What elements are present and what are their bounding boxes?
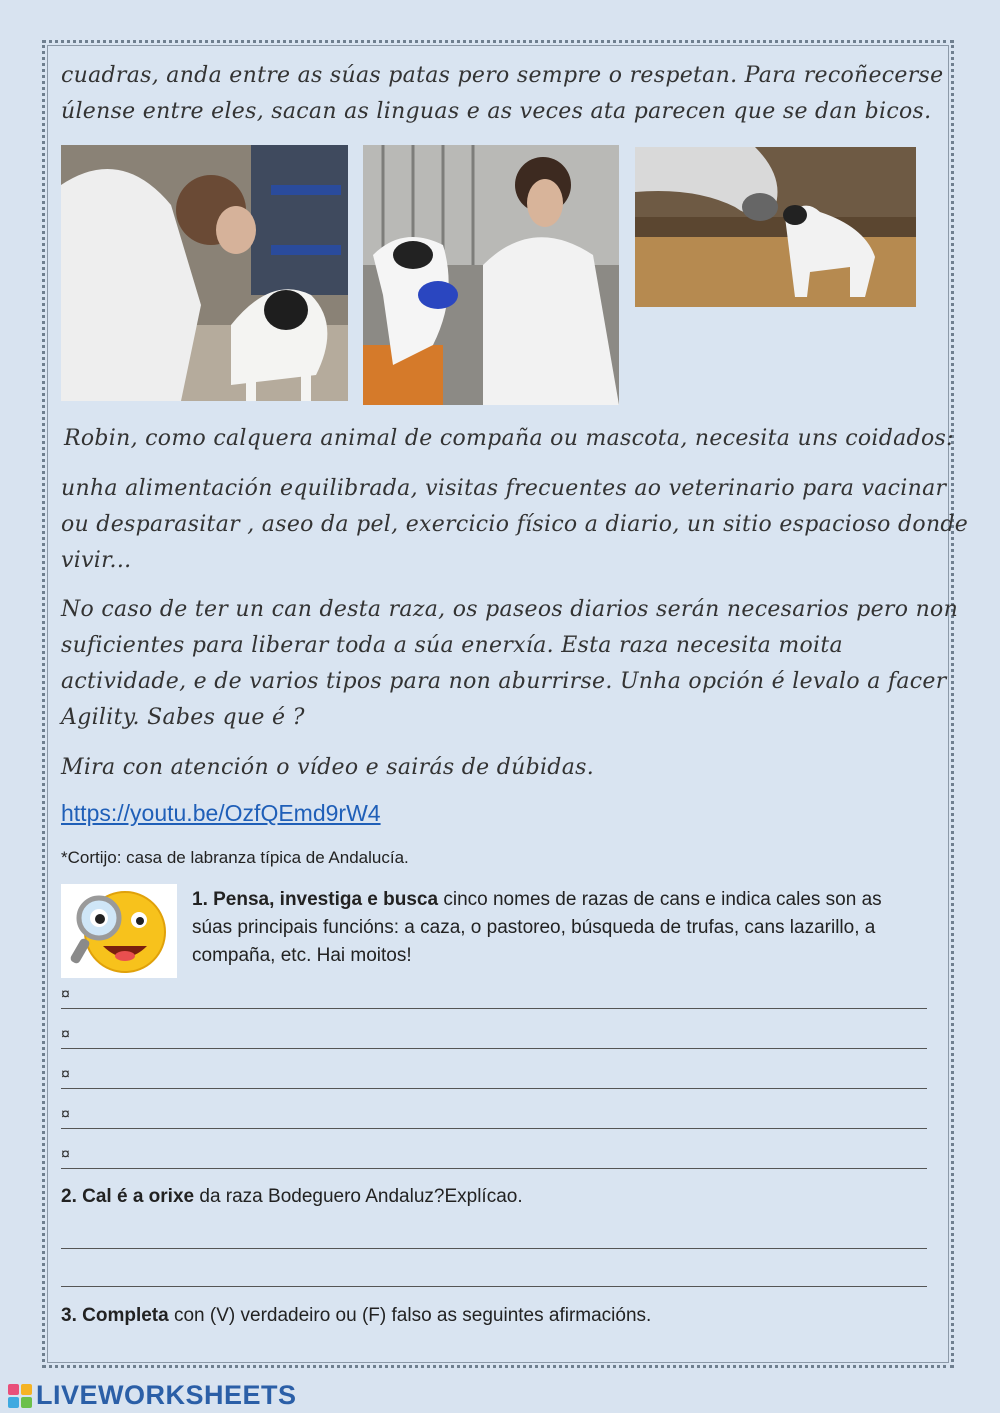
- cortijo-footnote: *Cortijo: casa de labranza típica de Andalucía.: [61, 848, 409, 867]
- breed-line-2: suficientes para liberar toda a súa enerxía. Esta raza necesita moita: [61, 633, 843, 658]
- breed-line-1: No caso de ter un can desta raza, os paseos diarios serán necesarios pero non: [61, 597, 959, 622]
- magnifier-emoji-icon: [61, 884, 177, 978]
- care-intro: Robin, como calquera animal de compaña ou mascota, necesita uns coidados:: [64, 426, 954, 451]
- video-prompt: Mira con atención o vídeo e sairás de dúbidas.: [61, 755, 594, 780]
- answer-line-2[interactable]: [61, 1026, 927, 1049]
- bullet-icon: ¤: [61, 986, 70, 1003]
- care-line-3: vivir...: [61, 548, 132, 573]
- logo-grid-icon: [8, 1384, 32, 1408]
- answer-line-3[interactable]: [61, 1066, 927, 1089]
- care-line-1: unha alimentación equilibrada, visitas frecuentes ao veterinario para vacinar: [61, 476, 947, 501]
- answer-line-5[interactable]: [61, 1146, 927, 1169]
- question-2-text: [61, 1186, 523, 1208]
- question-2-number: 2: [61, 1186, 72, 1207]
- question-2-body: da raza Bodeguero Andaluz?Explícao.: [194, 1186, 523, 1207]
- answer-line-q2-1[interactable]: [61, 1226, 927, 1249]
- vet-stethoscope-dog-photo: [363, 145, 619, 405]
- video-link[interactable]: https://youtu.be/OzfQEmd9rW4: [61, 800, 381, 826]
- liveworksheets-logo: [8, 1380, 297, 1411]
- question-3-text: [61, 1305, 651, 1327]
- question-1-title: 1. Pensa, investiga e busca: [192, 889, 439, 910]
- question-1-body: cinco nomes de razas de cans e indica cales son as súas principais funcións: a caza, o pastoreo, búsqueda de trufas, cans lazarillo, a compaña, etc. Hai moitos!: [192, 889, 882, 966]
- bullet-icon: ¤: [61, 1146, 70, 1163]
- question-3-title: 3. Completa: [61, 1305, 169, 1326]
- intro-line-2: úlense entre eles, sacan as linguas e as veces ata parecen que se dan bicos.: [61, 99, 932, 124]
- question-3-body: con (V) verdadeiro ou (F) falso as seguintes afirmacións.: [168, 1305, 652, 1326]
- bullet-icon: ¤: [61, 1026, 70, 1043]
- answer-line-4[interactable]: [61, 1106, 927, 1129]
- vet-examining-dog-ear-photo: [61, 145, 348, 401]
- horse-and-dog-nuzzling-photo: [635, 147, 916, 307]
- brand-text: LIVEWORKSHEETS: [36, 1380, 297, 1410]
- bullet-icon: ¤: [61, 1106, 70, 1123]
- answer-line-q2-2[interactable]: [61, 1264, 927, 1287]
- care-line-2: ou desparasitar , aseo da pel, exercicio físico a diario, un sitio espacioso donde: [61, 512, 969, 537]
- intro-line-1: cuadras, anda entre as súas patas pero sempre o respetan. Para recoñecerse: [61, 63, 944, 88]
- bullet-icon: ¤: [61, 1066, 70, 1083]
- breed-line-4: Agility. Sabes que é ?: [61, 705, 305, 730]
- breed-line-3: actividade, e de varios tipos para non aburrirse. Unha opción é levalo a facer: [61, 669, 947, 694]
- question-2-title: . Cal é a orixe: [71, 1186, 195, 1207]
- question-1-text: [192, 886, 922, 970]
- answer-line-1[interactable]: [61, 986, 927, 1009]
